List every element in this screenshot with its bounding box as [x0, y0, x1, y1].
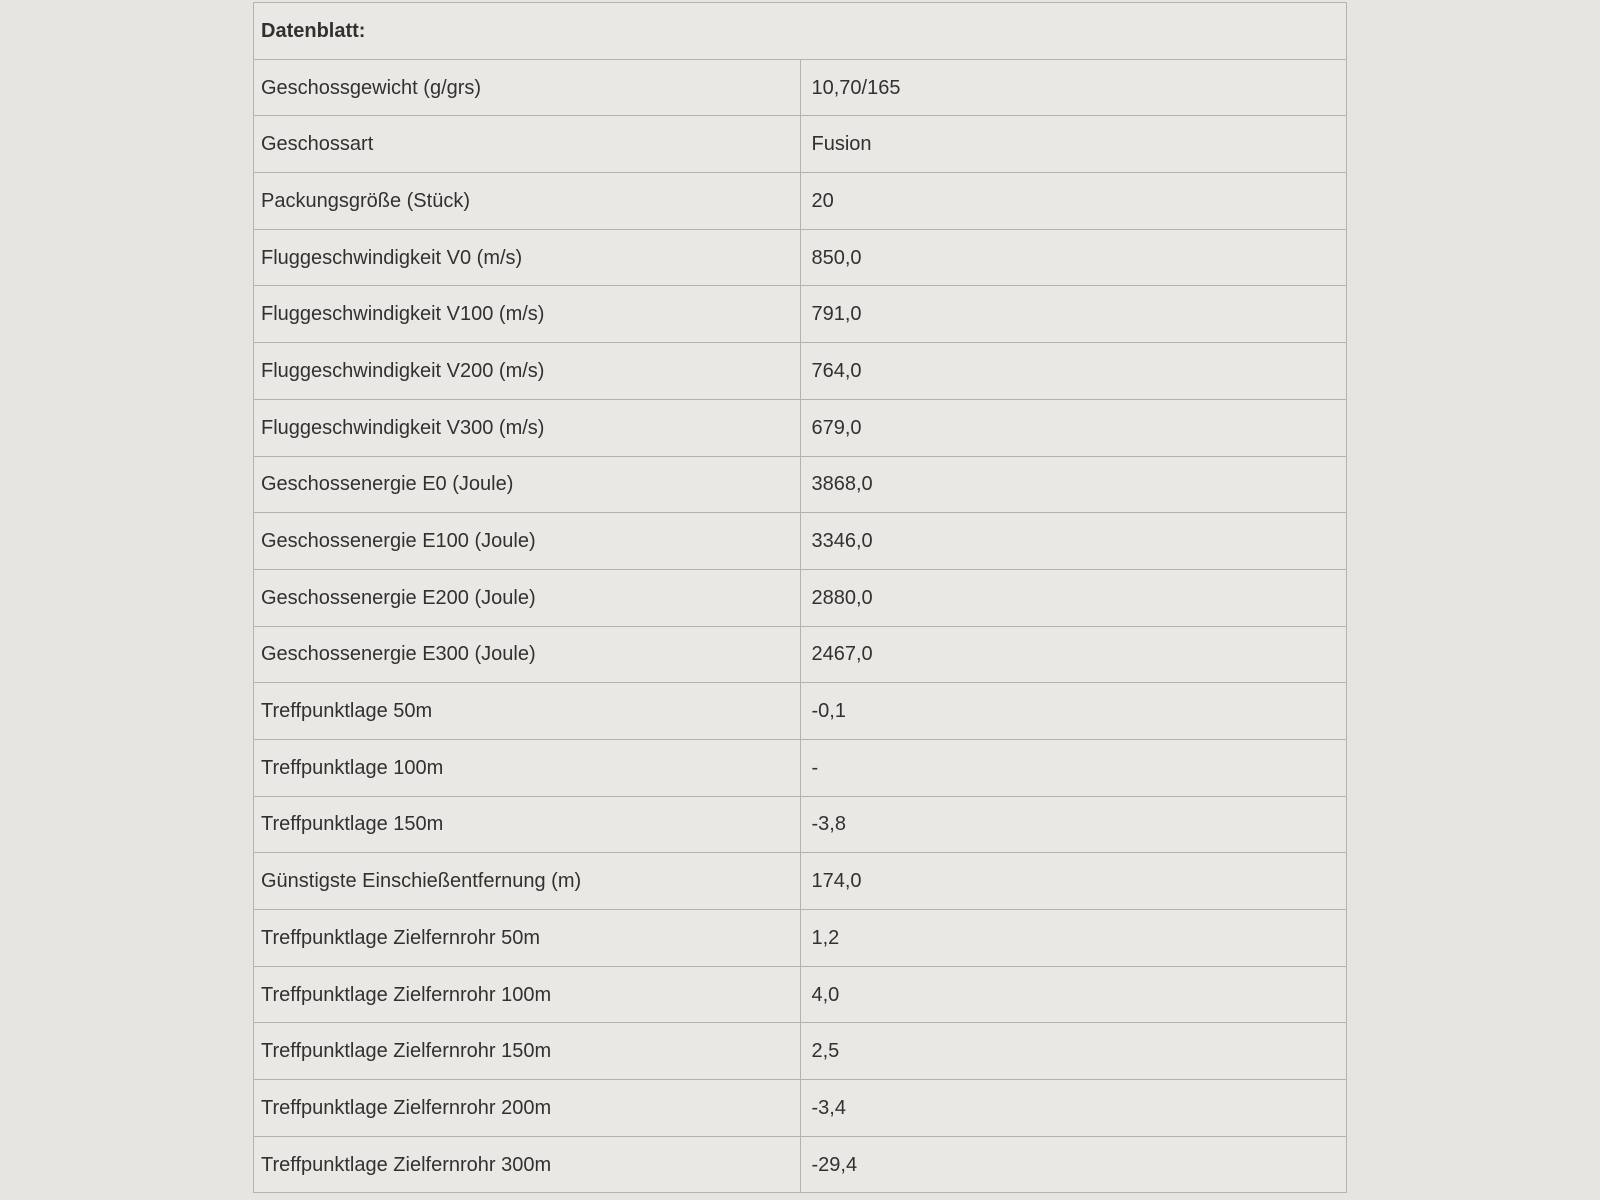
spec-value: 4,0	[800, 966, 1347, 1023]
spec-label: Geschossenergie E300 (Joule)	[254, 626, 801, 683]
spec-label: Treffpunktlage Zielfernrohr 100m	[254, 966, 801, 1023]
spec-label: Geschossenergie E0 (Joule)	[254, 456, 801, 513]
spec-label: Treffpunktlage 100m	[254, 739, 801, 796]
spec-value: 3346,0	[800, 513, 1347, 570]
spec-label: Treffpunktlage Zielfernrohr 150m	[254, 1023, 801, 1080]
spec-value: 20	[800, 173, 1347, 230]
table-row	[254, 626, 1347, 683]
spec-label: Fluggeschwindigkeit V300 (m/s)	[254, 399, 801, 456]
spec-value: -29,4	[800, 1136, 1347, 1193]
spec-label: Treffpunktlage 150m	[254, 796, 801, 853]
spec-value: 791,0	[800, 286, 1347, 343]
spec-value: 1,2	[800, 910, 1347, 967]
spec-label: Geschossenergie E100 (Joule)	[254, 513, 801, 570]
table-row	[254, 456, 1347, 513]
spec-rows	[254, 59, 1347, 1193]
datasheet-table	[253, 2, 1347, 1193]
spec-label: Fluggeschwindigkeit V0 (m/s)	[254, 229, 801, 286]
spec-label: Treffpunktlage Zielfernrohr 50m	[254, 910, 801, 967]
table-row	[254, 739, 1347, 796]
spec-value: 679,0	[800, 399, 1347, 456]
spec-value: 2,5	[800, 1023, 1347, 1080]
table-title: Datenblatt:	[254, 3, 1347, 60]
spec-value: 174,0	[800, 853, 1347, 910]
table-row	[254, 1023, 1347, 1080]
spec-label: Geschossart	[254, 116, 801, 173]
table-row	[254, 796, 1347, 853]
spec-value: 10,70/165	[800, 59, 1347, 116]
datasheet-container	[253, 0, 1347, 1193]
table-row	[254, 343, 1347, 400]
table-row	[254, 229, 1347, 286]
table-header-row	[254, 3, 1347, 60]
spec-value: -	[800, 739, 1347, 796]
spec-value: Fusion	[800, 116, 1347, 173]
spec-label: Treffpunktlage Zielfernrohr 300m	[254, 1136, 801, 1193]
spec-label: Fluggeschwindigkeit V100 (m/s)	[254, 286, 801, 343]
table-row	[254, 910, 1347, 967]
spec-label: Geschossenergie E200 (Joule)	[254, 569, 801, 626]
spec-label: Treffpunktlage 50m	[254, 683, 801, 740]
spec-value: 2880,0	[800, 569, 1347, 626]
spec-label: Geschossgewicht (g/grs)	[254, 59, 801, 116]
spec-value: 3868,0	[800, 456, 1347, 513]
table-row	[254, 399, 1347, 456]
table-row	[254, 1080, 1347, 1137]
spec-value: -3,8	[800, 796, 1347, 853]
spec-label: Packungsgröße (Stück)	[254, 173, 801, 230]
table-row	[254, 1136, 1347, 1193]
table-row	[254, 173, 1347, 230]
table-row	[254, 569, 1347, 626]
table-row	[254, 59, 1347, 116]
spec-label: Günstigste Einschießentfernung (m)	[254, 853, 801, 910]
table-row	[254, 513, 1347, 570]
table-row	[254, 853, 1347, 910]
spec-value: 2467,0	[800, 626, 1347, 683]
spec-value: -3,4	[800, 1080, 1347, 1137]
table-row	[254, 966, 1347, 1023]
table-row	[254, 286, 1347, 343]
table-row	[254, 683, 1347, 740]
spec-label: Fluggeschwindigkeit V200 (m/s)	[254, 343, 801, 400]
table-row	[254, 116, 1347, 173]
spec-value: 764,0	[800, 343, 1347, 400]
spec-label: Treffpunktlage Zielfernrohr 200m	[254, 1080, 801, 1137]
spec-value: 850,0	[800, 229, 1347, 286]
spec-value: -0,1	[800, 683, 1347, 740]
